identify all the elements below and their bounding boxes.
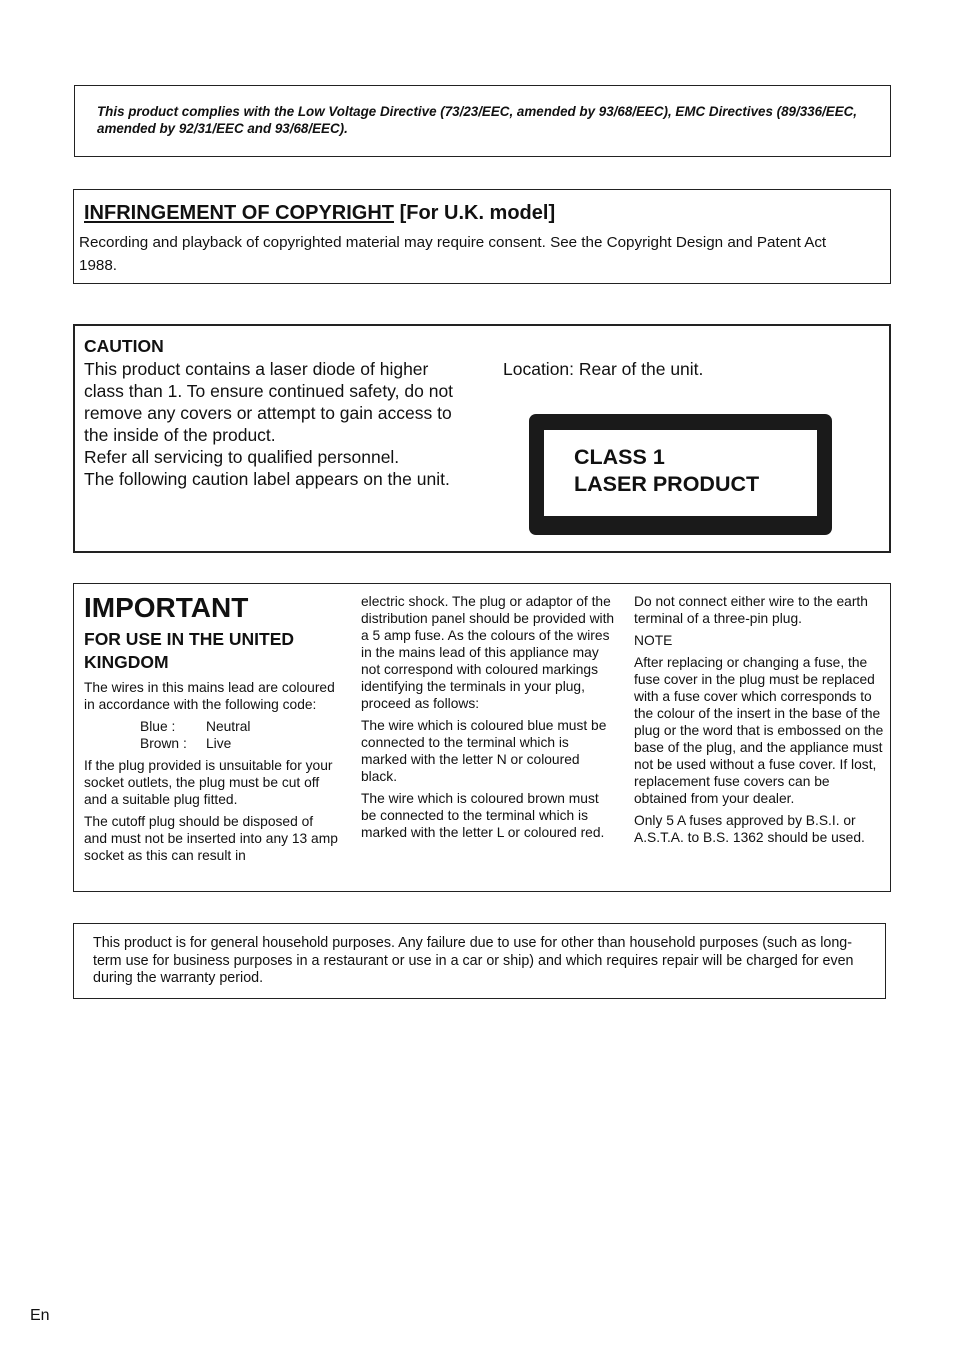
copyright-body: Recording and playback of copyrighted material may require consent. See the Copyright Design and Patent Act 1988.	[79, 234, 827, 274]
important-p5: The wire which is coloured blue must be connected to the terminal which is marked with the letter N or coloured black.	[361, 718, 607, 784]
important-p9: Only 5 A fuses approved by B.S.I. or A.S.T.A. to B.S. 1362 should be used.	[634, 813, 865, 845]
important-title: IMPORTANT	[84, 592, 249, 623]
important-column-1	[84, 593, 339, 869]
wire-code-row: Blue : Neutral	[140, 719, 251, 734]
laser-class-label	[529, 414, 832, 535]
household-notice	[73, 923, 886, 999]
important-p4: electric shock. The plug or adaptor of the distribution panel should be provided with a 5 amp fuse. As the colours of the wires in the mains lead of this appliance may not correspond with coloured markings identifying the terminals in your plug, proceed as follows:	[361, 594, 615, 711]
copyright-notice	[73, 189, 891, 284]
important-p3: The cutoff plug should be disposed of and must not be inserted into any 13 amp socket as this can result in	[84, 814, 338, 863]
caution-text: This product contains a laser diode of higher class than 1. To ensure continued safety, do not remove any covers or attempt to gain access to the inside of the product.	[84, 359, 454, 445]
caution-notice	[73, 324, 891, 553]
wire-color-code	[140, 718, 339, 752]
copyright-heading	[84, 202, 555, 225]
caution-servicing: Refer all servicing to qualified personnel.	[84, 447, 400, 467]
laser-label-inner	[544, 430, 817, 516]
compliance-text: This product complies with the Low Voltage Directive (73/23/EEC, amended by 93/68/EEC), EMC Directives (89/336/EEC, amended by 92/31/EEC and 93/68/EEC).	[97, 104, 858, 136]
note-label: NOTE	[634, 633, 673, 648]
important-column-2	[361, 593, 616, 846]
laser-label-line1: CLASS 1	[574, 445, 665, 469]
caution-location: Location: Rear of the unit.	[503, 359, 704, 379]
copyright-qualifier: [For U.K. model]	[399, 202, 556, 224]
copyright-title: INFRINGEMENT OF COPYRIGHT	[84, 202, 394, 224]
wire-code-row: Brown : Live	[140, 736, 232, 751]
important-p1: The wires in this mains lead are coloured in accordance with the following code:	[84, 680, 335, 712]
important-notice	[73, 583, 891, 892]
important-column-3	[634, 593, 886, 851]
caution-title: CAUTION	[84, 336, 164, 356]
page-language: En	[30, 1307, 50, 1324]
important-p2: If the plug provided is unsuitable for your socket outlets, the plug must be cut off and a suitable plug fitted.	[84, 758, 333, 807]
caution-body	[84, 358, 459, 490]
compliance-notice	[74, 85, 891, 157]
important-p8: After replacing or changing a fuse, the fuse cover in the plug must be replaced with a fuse cover which corresponds to the colour of the insert in the base of the plug or the word that is embossed on the base of the plug, and the appliance must not be used without a fuse cover. If lost, replacement fuse covers can be obtained from your dealer.	[634, 655, 884, 806]
laser-label-line2: LASER PRODUCT	[574, 472, 760, 496]
caution-label-note: The following caution label appears on the unit.	[84, 469, 450, 489]
important-p6: The wire which is coloured brown must be connected to the terminal which is marked with the letter L or coloured red.	[361, 791, 605, 840]
important-subtitle: FOR USE IN THE UNITED KINGDOM	[84, 629, 295, 672]
household-text: This product is for general household purposes. Any failure due to use for other than household purposes (such as long-term use for business purposes in a restaurant or use in a car or ship) and which requires repair will be charged for even during the warranty period.	[93, 935, 854, 986]
important-p7: Do not connect either wire to the earth terminal of a three-pin plug.	[634, 594, 868, 626]
